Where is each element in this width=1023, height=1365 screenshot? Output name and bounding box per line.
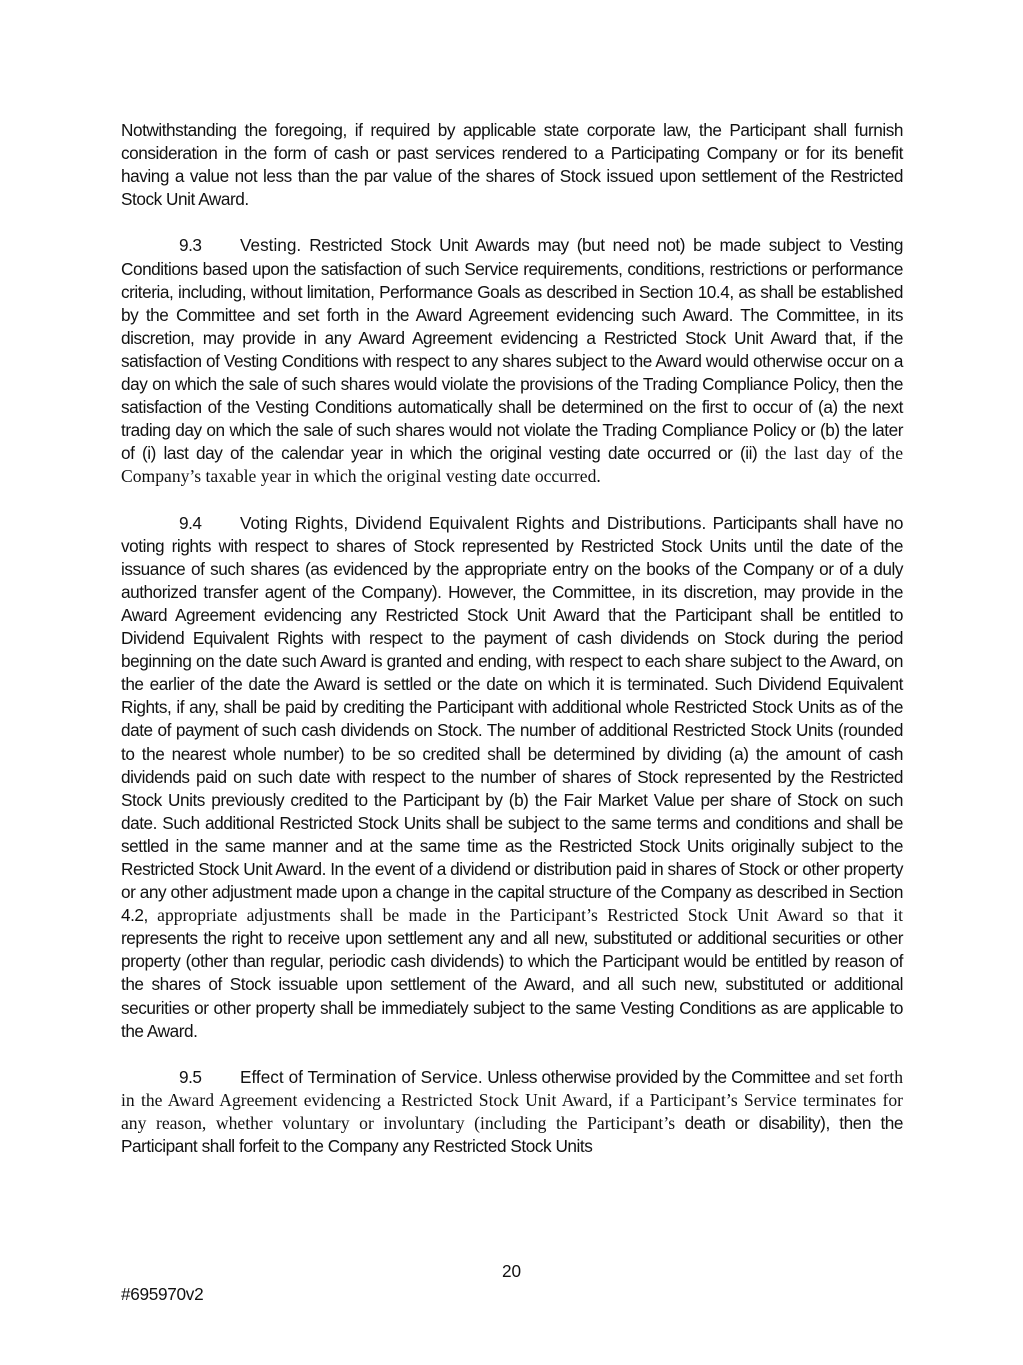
section-text-serif: and set forth in the Award Agreement evidencing a Restricted Stock Unit Award, if a Participant’s Service terminates for any reason, whether voluntary or involuntary (including the Participant’s: [121, 1066, 903, 1134]
section-text: Restricted Stock Unit Awards may (but need not) be made subject to Vesting Conditions based upon the satisfaction of such Service requirements, conditions, restrictions or performance criteria, including, without limitation, Performance Goals as described in Section 10.4, as shall be established by the Committee and set forth in the Award Agreement evidencing such Award. The Committee, in its discretion, may provide in any Award Agreement evidencing a Restricted Stock Unit Award that, if the satisfaction of Vesting Conditions with respect to any shares subject to the Award would otherwise occur on a day on which the sale of such shares would violate the provisions of the Trading Compliance Policy, then the satisfaction of the Vesting Conditions automatically shall be determined on the first to occur of (a) the next trading day on which the sale of such shares would not violate the Trading Compliance Policy or (b) the later of (i) last day of the calendar year in which the original vesting date occurred or (ii): [121, 235, 903, 464]
section-number: 9.3: [179, 235, 202, 256]
intro-text: Notwithstanding the foregoing, if required by applicable state corporate law, the Participant shall furnish consideration in the form of cash or past services rendered to a Participating Company or for its benefit having a value not less than the par value of the shares of Stock issued upon settlement of the Restricted Stock Unit Award.: [121, 120, 903, 210]
section-number: 9.5: [179, 1066, 202, 1087]
section-9-3: [121, 234, 903, 488]
section-9-4: [121, 512, 903, 1043]
section-text: Participants shall have no voting rights with respect to shares of Stock represented by Restricted Stock Units until the date of the issuance of such shares (as evidenced by the appropriate entry on the books of the Company or of a duly authorized transfer agent of the Company). However, the Committee, in its discretion, may provide in the Award Agreement evidencing any Restricted Stock Unit Award that the Participant shall be entitled to Dividend Equivalent Rights with respect to the payment of cash dividends on Stock during the period beginning on the date such Award is granted and ending, with respect to each share subject to the Award, on the earlier of the date the Award is settled or the date on which it is terminated. Such Dividend Equivalent Rights, if any, shall be paid by crediting the Participant with additional whole Restricted Stock Units as of the date of payment of such cash dividends on Stock. The number of additional Restricted Stock Units (rounded to the nearest whole number) to be so credited shall be determined by dividing (a) the amount of cash dividends paid on such date with respect to the number of shares of Stock represented by the Restricted Stock Units previously credited to the Participant by (b) the Fair Market Value per share of Stock on such date. Such additional Restricted Stock Units shall be subject to the same terms and conditions and shall be settled in the same manner and at the same time as the Restricted Stock Units originally subject to the Restricted Stock Unit Award. In the event of a dividend or distribution paid in shares of Stock or other property or any other adjustment made upon a change in the capital structure of the Company as described in Section 4.2,: [121, 512, 904, 926]
document-body: [121, 119, 903, 1181]
section-text-serif: the last day of the Company’s taxable year in which the original vesting date occurred.: [121, 443, 903, 487]
section-heading: Effect of Termination of Service.: [240, 1066, 483, 1087]
document-id: #695970v2: [121, 1284, 204, 1304]
section-text-serif: appropriate adjustments shall be made in the Participant’s Restricted Stock Unit Award so that it: [157, 905, 904, 926]
section-9-5: [121, 1066, 903, 1158]
section-text-continued: death or disability), then the Participant shall forfeit to the Company any Restricted Stock Units: [121, 1113, 904, 1157]
section-number: 9.4: [179, 512, 202, 533]
intro-paragraph: [121, 119, 903, 211]
section-text-continued: represents the right to receive upon settlement any and all new, substituted or additional securities or other property (other than regular, periodic cash dividends) to which the Participant would be entitled by reason of the shares of Stock issuable upon settlement of the Award, and all such new, substituted or additional securities or other property shall be immediately subject to the same Vesting Conditions as are applicable to the Award.: [121, 928, 903, 1041]
section-heading: Vesting.: [240, 235, 302, 256]
section-text: Unless otherwise provided by the Committee: [487, 1066, 811, 1087]
section-heading: Voting Rights, Dividend Equivalent Rights and Distributions.: [240, 512, 707, 533]
page-number: 20: [501, 1261, 522, 1281]
